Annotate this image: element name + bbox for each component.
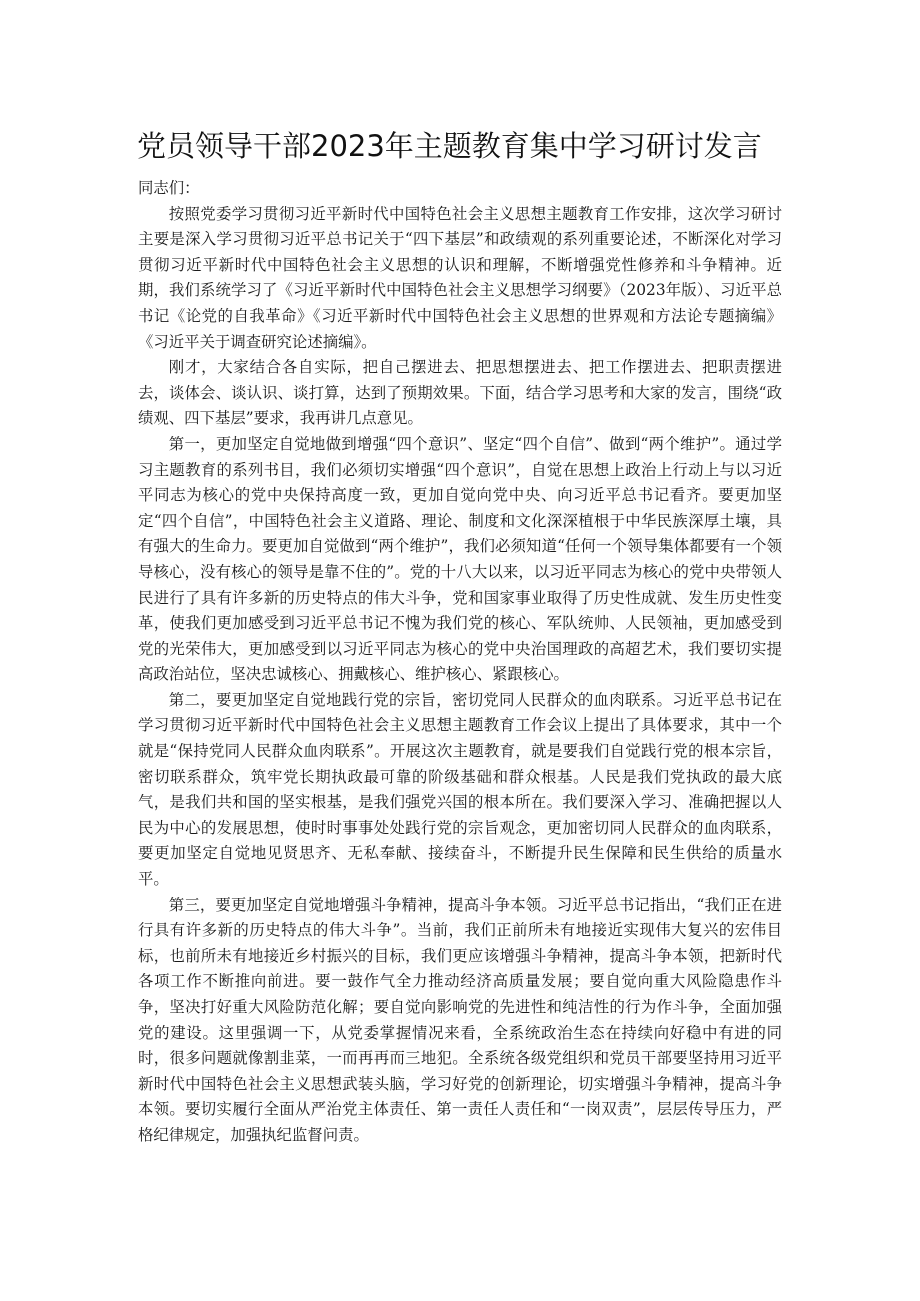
- paragraph-transition: 刚才，大家结合各自实际，把自己摆进去、把思想摆进去、把工作摆进去、把职责摆进去，谈体会、谈认识、谈打算，达到了预期效果。下面，结合学习思考和大家的发言，围绕“政绩观、四下基层”要求，我再讲几点意见。: [138, 358, 782, 428]
- paragraph-point-two: 第二，要更加坚定自觉地践行党的宗旨，密切党同人民群众的血肉联系。习近平总书记在学习贯彻习近平新时代中国特色社会主义思想主题教育工作会议上提出了具体要求，其中一个就是“保持党同人民群众血肉联系”。开展这次主题教育，就是要我们自觉践行党的根本宗旨，密切联系群众，筑牢党长期执政最可靠的阶级基础和群众根基。人民是我们党执政的最大底气，是我们共和国的坚实根基，是我们强党兴国的根本所在。我们要深入学习、准确把握以人民为中心的发展思想，使时时事事处处践行党的宗旨观念，更加密切同人民群众的血肉联系，要更加坚定自觉地见贤思齐、无私奉献、接续奋斗，不断提升民生保障和民生供给的质量水平。: [138, 690, 782, 889]
- document-title: 党员领导干部2023年主题教育集中学习研讨发言: [137, 129, 762, 163]
- paragraph-point-three: 第三，要更加坚定自觉地增强斗争精神，提高斗争本领。习近平总书记指出，“我们正在进行具有许多新的历史特点的伟大斗争”。当前，我们正前所未有地接近实现伟大复兴的宏伟目标，也前所未有地接近乡村振兴的目标，我们更应该增强斗争精神，提高斗争本领，把新时代各项工作不断推向前进。要一鼓作气全力推动经济高质量发展；要自觉向重大风险隐患作斗争，坚决打好重大风险防范化解；要自觉向影响党的先进性和纯洁性的行为作斗争，全面加强党的建设。这里强调一下，从党委掌握情况来看，全系统政治生态在持续向好稳中有进的同时，很多问题就像割韭菜，一而再再而三地犯。全系统各级党组织和党员干部要坚持用习近平新时代中国特色社会主义思想武装头脑，学习好党的创新理论，切实增强斗争精神，提高斗争本领。要切实履行全面从严治党主体责任、第一责任人责任和“一岗双责”，层层传导压力，严格纪律规定，加强执纪监督问责。: [138, 895, 782, 1144]
- paragraph-intro: 按照党委学习贯彻习近平新时代中国特色社会主义思想主题教育工作安排，这次学习研讨主要是深入学习贯彻习近平总书记关于“四下基层”和政绩观的系列重要论述，不断深化对学习贯彻习近平新时代中国特色社会主义思想的认识和理解，不断增强党性修养和斗争精神。近期，我们系统学习了《习近平新时代中国特色社会主义思想学习纲要》（2023年版）、习近平总书记《论党的自我革命》《习近平新时代中国特色社会主义思想的世界观和方法论专题摘编》《习近平关于调查研究论述摘编》。: [138, 204, 782, 351]
- document-body: [138, 176, 782, 1149]
- salutation: 同志们：: [138, 179, 200, 197]
- paragraph-point-one: 第一，更加坚定自觉地做到增强“四个意识”、坚定“四个自信”、做到“两个维护”。通过学习主题教育的系列书目，我们必须切实增强“四个意识”，自觉在思想上政治上行动上与以习近平同志为核心的党中央保持高度一致，更加自觉向党中央、向习近平总书记看齐。要更加坚定“四个自信”，中国特色社会主义道路、理论、制度和文化深深植根于中华民族深厚土壤，具有强大的生命力。要更加自觉做到“两个维护”，我们必须知道“任何一个领导集体都要有一个领导核心，没有核心的领导是靠不住的”。党的十八大以来，以习近平同志为核心的党中央带领人民进行了具有许多新的历史特点的伟大斗争，党和国家事业取得了历史性成就、发生历史性变革，使我们更加感受到习近平总书记不愧为我们党的核心、军队统帅、人民领袖，更加感受到党的光荣伟大，更加感受到以习近平同志为核心的党中央治国理政的高超艺术，我们要切实提高政治站位，坚决忠诚核心、拥戴核心、维护核心、紧跟核心。: [138, 434, 782, 684]
